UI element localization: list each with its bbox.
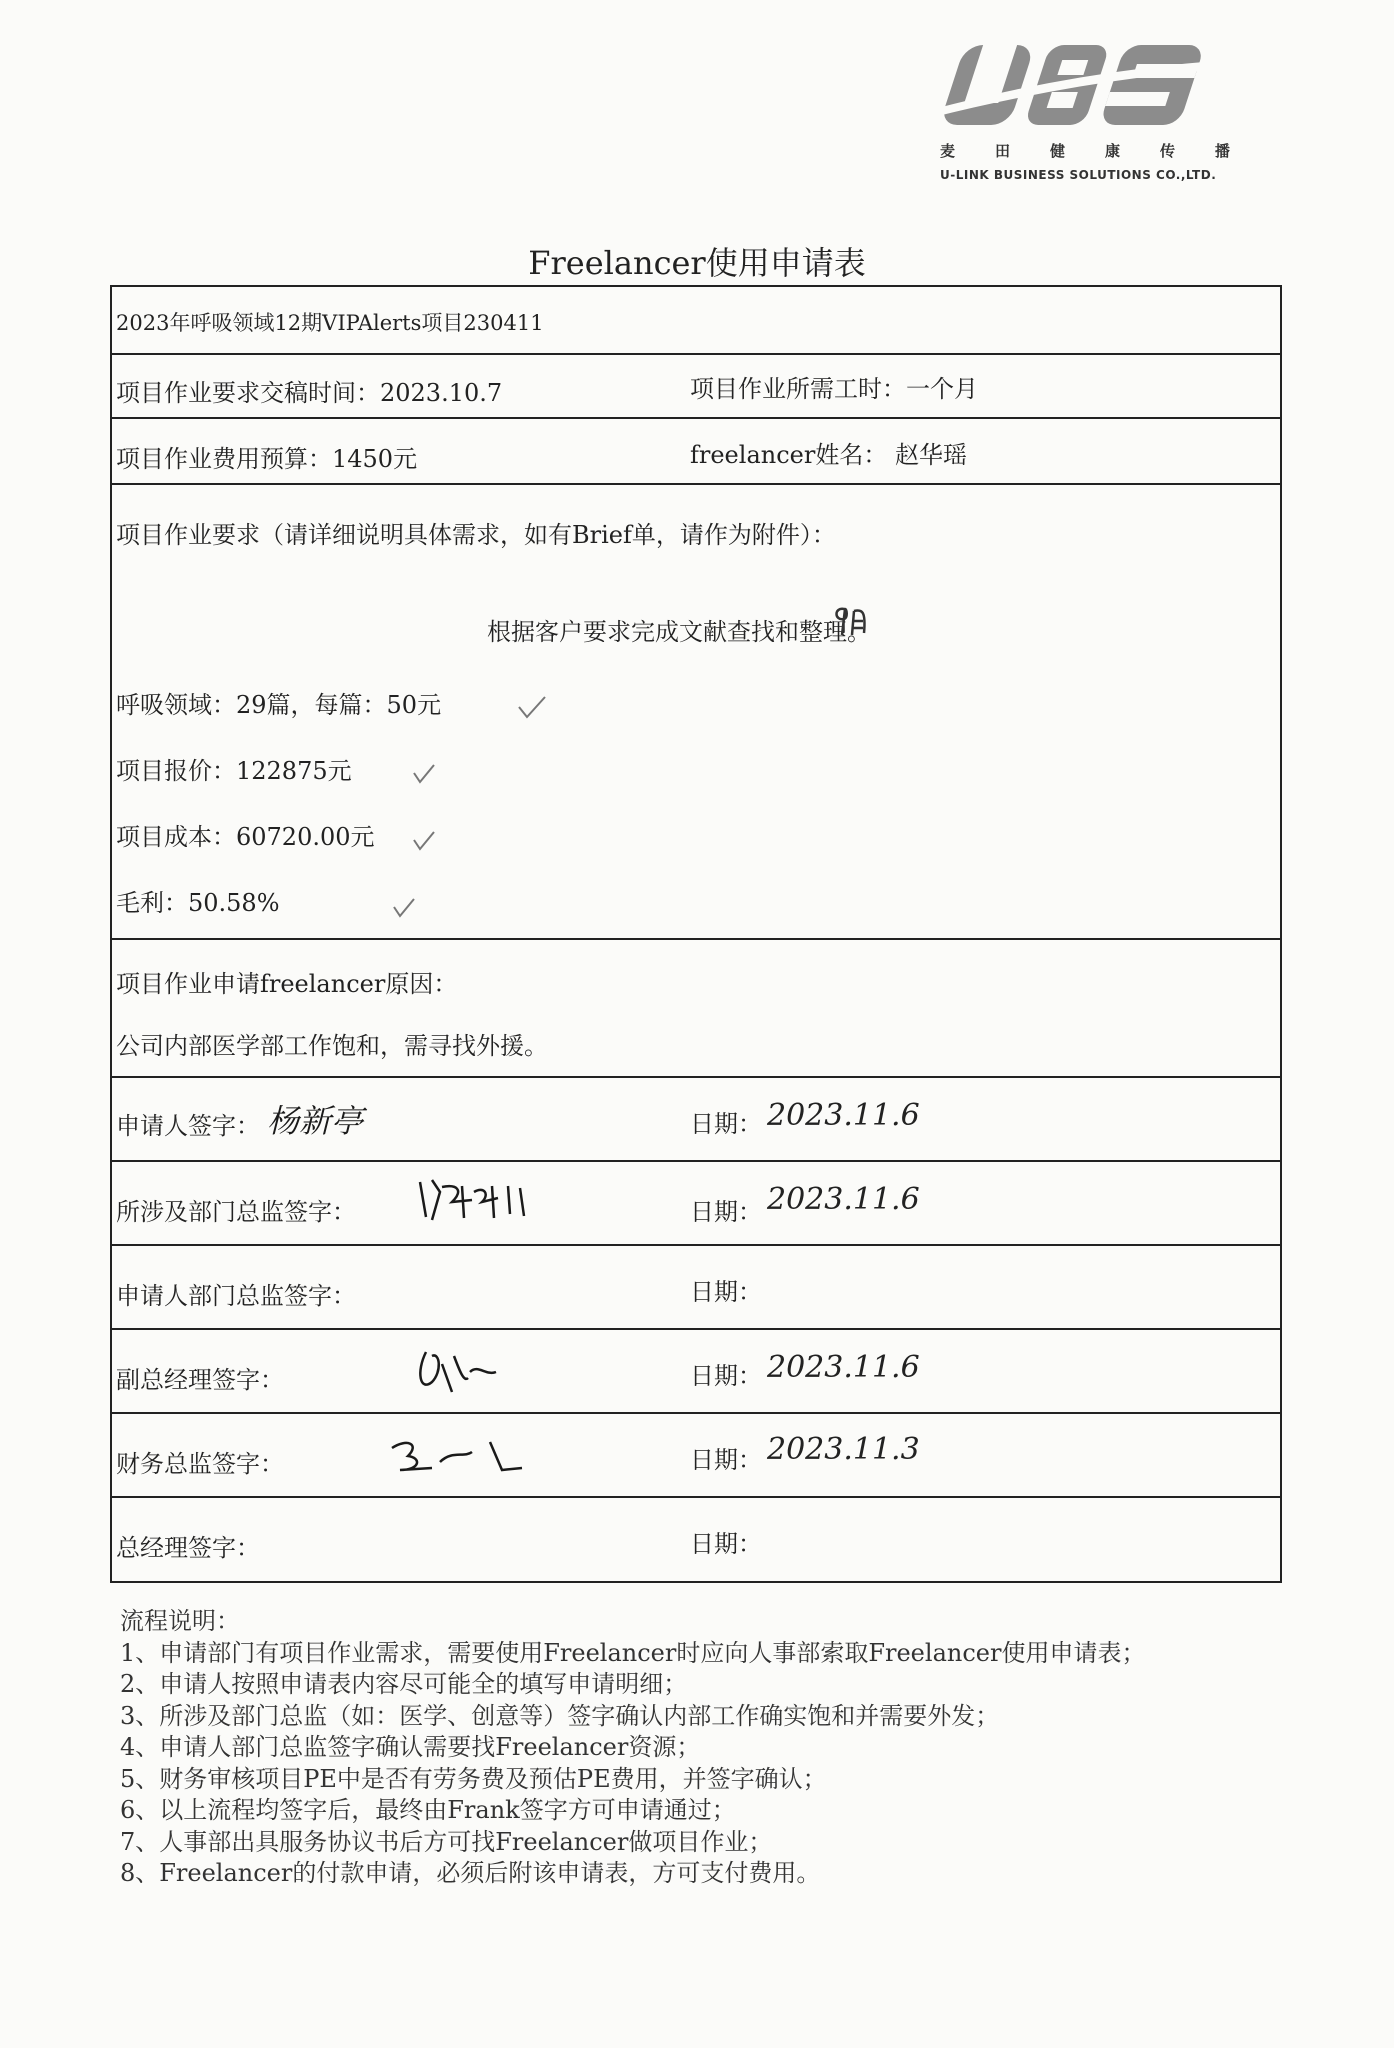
requirements-row <box>112 485 1280 940</box>
vice-gm-signature-image <box>412 1342 502 1402</box>
application-form <box>110 285 1282 1583</box>
notes-item: 5、财务审核项目PE中是否有劳务费及预估PE费用，并签字确认； <box>120 1764 827 1793</box>
applicant-date-label: 日期： <box>690 1110 762 1138</box>
company-logo <box>930 30 1230 190</box>
applicant-signature-row <box>112 1078 1280 1162</box>
applicant-director-signature-label: 申请人部门总监签字： <box>116 1282 356 1310</box>
reason-text: 公司内部医学部工作饱和，需寻找外援。 <box>116 1032 548 1060</box>
check-mark-icon <box>412 830 436 852</box>
finance-director-date: 2023.11.3 <box>767 1432 920 1467</box>
vice-gm-signature-row <box>112 1330 1280 1414</box>
vice-gm-date: 2023.11.6 <box>767 1350 920 1385</box>
requirement-line-4: 毛利：50.58% <box>116 889 280 917</box>
applicant-director-date-label: 日期： <box>690 1278 762 1306</box>
department-director-date: 2023.11.6 <box>767 1182 920 1217</box>
department-director-signature-row <box>112 1162 1280 1246</box>
logo-char: 康 <box>1104 142 1120 160</box>
deadline-row <box>112 355 1280 419</box>
requirement-line-1: 呼吸领域：29篇，每篇：50元 <box>116 691 442 719</box>
department-director-signature-image <box>412 1172 542 1232</box>
handwritten-month-note <box>832 603 874 643</box>
notes-title: 流程说明： <box>120 1607 240 1635</box>
notes-item: 4、申请人部门总监签字确认需要找Freelancer资源； <box>120 1733 701 1761</box>
department-director-date-label: 日期： <box>690 1198 762 1226</box>
logo-char: 田 <box>994 142 1010 160</box>
requirement-line-3: 项目成本：60720.00元 <box>116 823 375 851</box>
finance-director-signature-row <box>112 1414 1280 1498</box>
logo-english-name: U-LINK BUSINESS SOLUTIONS CO.,LTD. <box>940 168 1217 182</box>
check-mark-icon <box>392 897 416 919</box>
notes-item: 3、所涉及部门总监（如：医学、创意等）签字确认内部工作确实饱和并需要外发； <box>120 1701 1000 1730</box>
vice-gm-date-label: 日期： <box>690 1362 762 1390</box>
finance-director-signature-label: 财务总监签字： <box>116 1450 284 1478</box>
gm-signature-label: 总经理签字： <box>116 1534 260 1562</box>
budget-row <box>112 419 1280 485</box>
vice-gm-signature-label: 副总经理签字： <box>116 1366 284 1394</box>
applicant-date: 2023.11.6 <box>767 1098 920 1133</box>
reason-label: 项目作业申请freelancer原因： <box>116 970 458 998</box>
applicant-signature-label: 申请人签字： <box>116 1112 260 1140</box>
requirements-label: 项目作业要求（请详细说明具体需求，如有Brief单，请作为附件）： <box>116 521 836 549</box>
logo-chinese-name <box>940 140 1230 161</box>
deadline-field: 项目作业要求交稿时间：2023.10.7 <box>116 379 503 407</box>
process-notes <box>120 1606 1145 1890</box>
notes-item: 7、人事部出具服务协议书后方可找Freelancer做项目作业； <box>120 1827 773 1856</box>
requirements-detail: 根据客户要求完成文献查找和整理。 <box>487 618 871 646</box>
notes-item: 8、Freelancer的付款申请，必须后附该申请表，方可支付费用。 <box>120 1859 821 1887</box>
notes-item: 1、申请部门有项目作业需求，需要使用Freelancer时应向人事部索取Freelancer使用申请表； <box>120 1638 1146 1667</box>
work-time-field: 项目作业所需工时：一个月 <box>690 375 978 403</box>
reason-row <box>112 940 1280 1078</box>
applicant-signature: 杨新亭 <box>267 1102 364 1140</box>
freelancer-name-field: freelancer姓名： 赵华瑶 <box>690 441 967 469</box>
logo-char: 传 <box>1159 142 1175 160</box>
logo-char: 播 <box>1214 142 1230 160</box>
gm-date-label: 日期： <box>690 1530 762 1558</box>
ubs-logo-mark <box>930 30 1230 140</box>
check-mark-icon <box>412 763 436 785</box>
applicant-director-signature-row <box>112 1246 1280 1330</box>
gm-signature-row <box>112 1498 1280 1581</box>
logo-char: 健 <box>1049 142 1065 160</box>
finance-director-signature-image <box>382 1430 532 1480</box>
notes-item: 2、申请人按照申请表内容尽可能全的填写申请明细； <box>120 1670 688 1698</box>
logo-char: 麦 <box>940 142 956 160</box>
budget-field: 项目作业费用预算：1450元 <box>116 445 418 473</box>
finance-director-date-label: 日期： <box>690 1446 762 1474</box>
requirement-line-2: 项目报价：122875元 <box>116 757 352 785</box>
project-name-row <box>112 287 1280 355</box>
document-title: Freelancer使用申请表 <box>528 244 866 282</box>
department-director-signature-label: 所涉及部门总监签字： <box>116 1198 356 1226</box>
check-mark-icon <box>517 695 547 721</box>
notes-item: 6、以上流程均签字后，最终由Frank签字方可申请通过； <box>120 1796 736 1824</box>
project-name: 2023年呼吸领域12期VIPAlerts项目230411 <box>116 311 544 335</box>
